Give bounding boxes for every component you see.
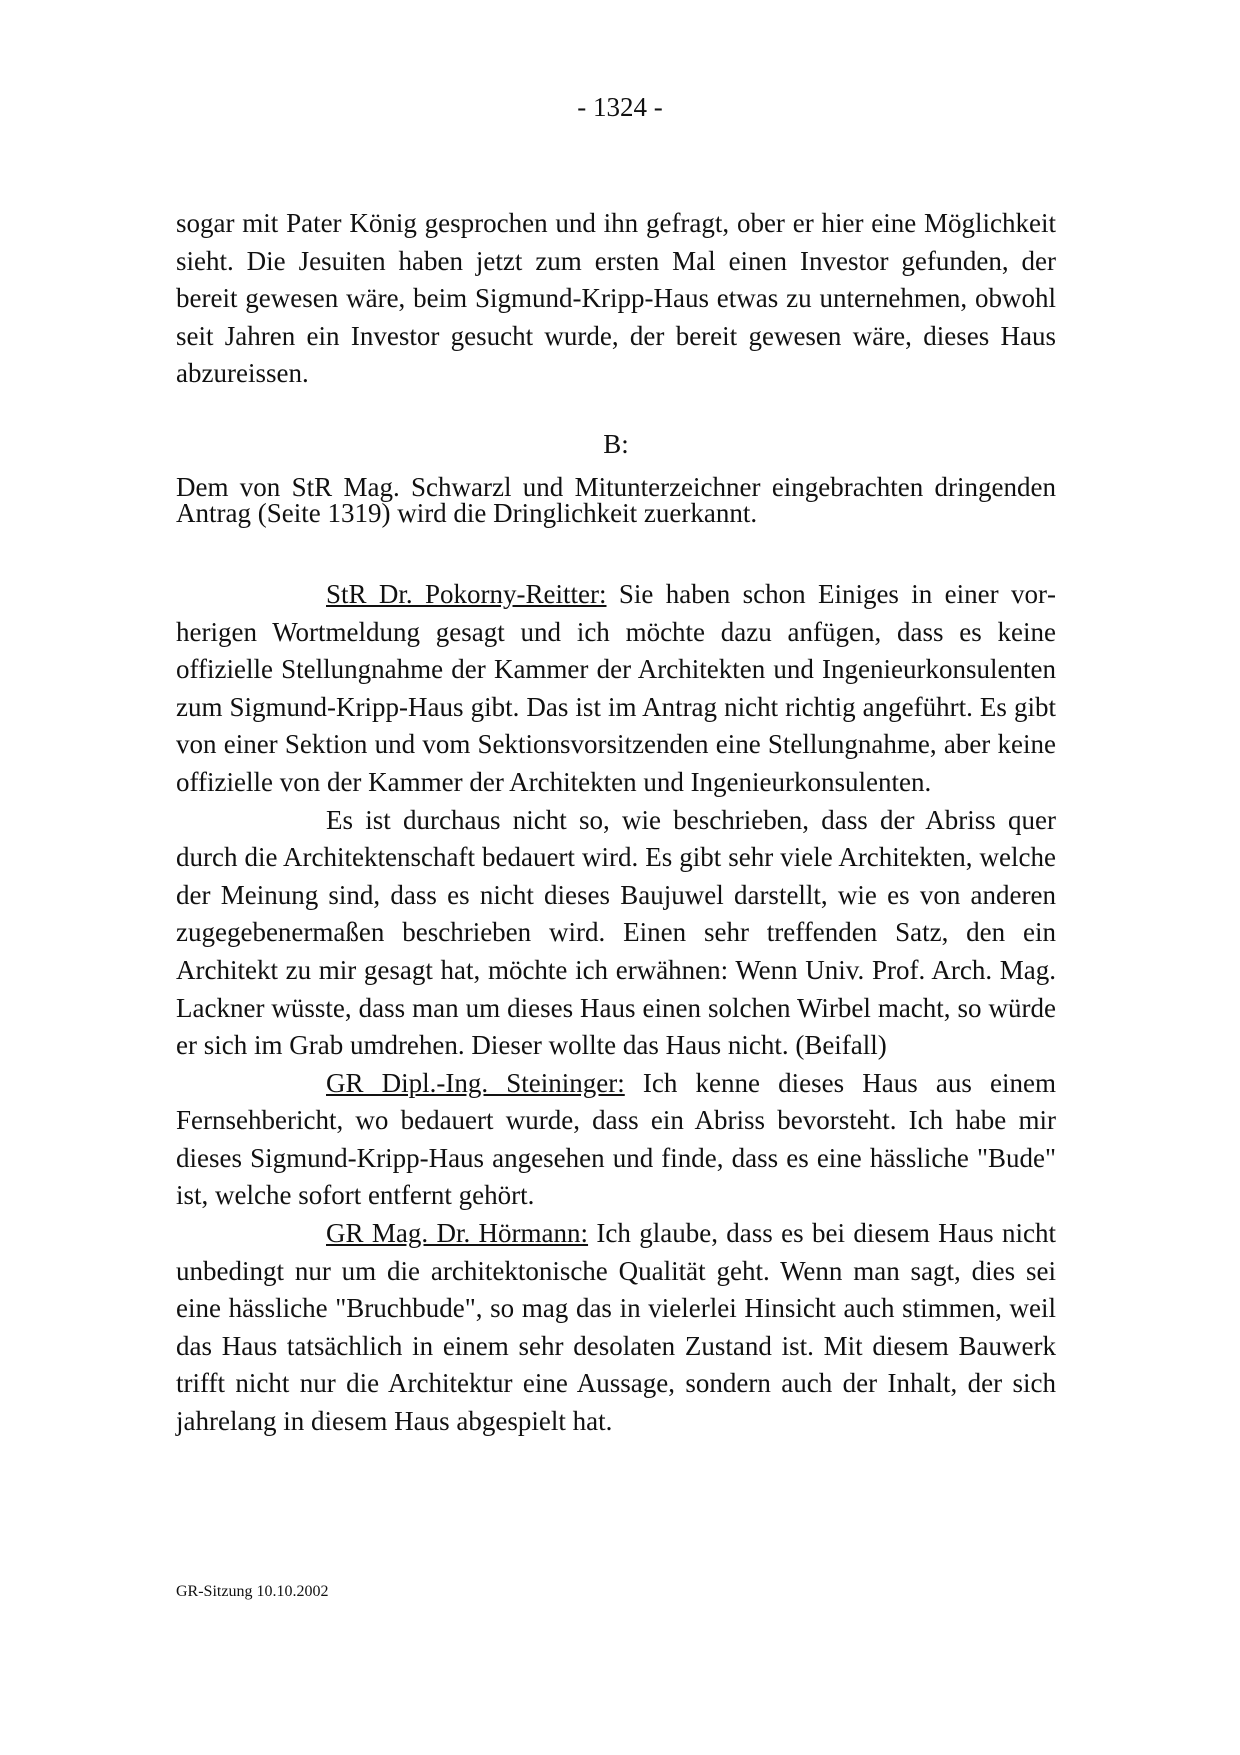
speech-pokorny-reitter (176, 576, 1056, 802)
resolution-text: Dem von StR Mag. Schwarzl und Mitunterzeichner eingebrachten dringenden Antrag (Seite 1319) wird die Dringlichkeit zuerkannt. (176, 471, 1056, 528)
page-number: - 1324 - (577, 92, 663, 122)
footer-session: GR-Sitzung 10.10.2002 (176, 1583, 329, 1600)
speaker-name: GR Mag. Dr. Hörmann: (326, 1218, 589, 1249)
speech-continuation (176, 802, 1056, 1065)
document-body (176, 205, 1056, 1441)
speech-text: Ich kenne dieses Haus aus einem Fernsehbericht, wo bedauert wurde, dass ein Abriss bevorsteht. Ich habe mir dieses Sigmund-Kripp-Haus angesehen und finde, dass es eine hässliche "Bude" ist, welche sofort entfernt gehört. (176, 1067, 1056, 1211)
opening-paragraph: sogar mit Pater König gesprochen und ihn gefragt, ober er hier eine Möglichkeit sieht. Die Jesuiten haben jetzt zum ersten Mal einen Investor gefunden, der bereit gewesen wäre, beim Sigmund-Kripp-Haus etwas zu unternehmen, obwohl seit Jahren ein Investor gesucht wurde, der bereit gewesen wäre, dieses Haus abzureissen. (176, 208, 1056, 389)
speech-text: Sie haben schon Einiges in einer vorherigen Wortmeldung gesagt und ich möchte dazu anfügen, dass es keine offizielle Stellungnahme der Kammer der Architekten und Ingenieurkonsulenten zum Sigmund-Kripp-Haus gibt. Das ist im Antrag nicht richtig angeführt. Es gibt von einer Sektion und vom Sektionsvorsitzenden eine Stellungnahme, aber keine offizielle von der Kammer der Architekten und Ingenieurkonsulenten. (176, 578, 1057, 797)
speaker-name: StR Dr. Pokorny-Reitter: (326, 578, 607, 609)
speech-hoermann (176, 1215, 1056, 1441)
speaker-name: GR Dipl.-Ing. Steininger: (326, 1067, 625, 1098)
speech-text: Ich glaube, dass es bei diesem Haus nicht unbedingt nur um die architektonische Qualität geht. Wenn man sagt, dies sei eine hässliche "Bruchbude", so mag das in vielerlei Hinsicht auch stimmen, weil das Haus tatsächlich in einem sehr desolaten Zustand ist. Mit diesem Bauwerk trifft nicht nur die Architektur eine Aussage, sondern auch der Inhalt, der sich jahrelang in diesem Haus abgespielt hat. (176, 1218, 1057, 1437)
speech-steininger (176, 1065, 1056, 1215)
speech-text: Es ist durchaus nicht so, wie beschrieben, dass der Abriss quer durch die Architektenschaft bedauert wird. Es gibt sehr viele Architekten, welche der Meinung sind, dass es nicht dieses Baujuwel darstellt, wie es von anderen zugegebenermaßen beschrieben wird. Einen sehr treffenden Satz, den ein Architekt zu mir gesagt hat, möchte ich erwähnen: Wenn Univ. Prof. Arch. Mag. Lackner wüsste, dass man um dieses Haus einen solchen Wirbel macht, so würde er sich im Grab umdrehen. Dieser wollte das Haus nicht. (Beifall) (176, 804, 1056, 1061)
section-label: B: (603, 428, 629, 459)
